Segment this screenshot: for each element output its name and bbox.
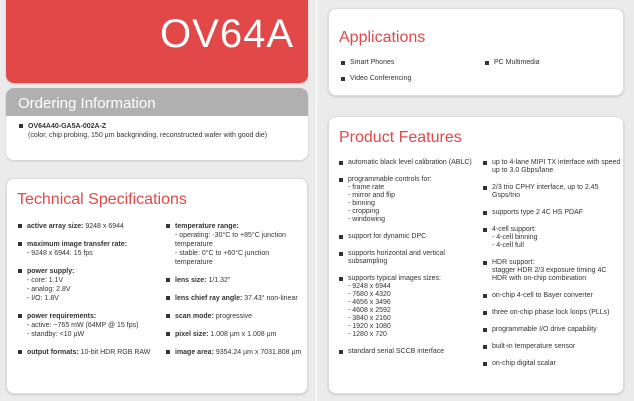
- part-number: OV64A40-GA5A-002A-Z: [28, 123, 107, 130]
- spec-item: [165, 348, 307, 357]
- ordering-item: [18, 122, 296, 140]
- feature-item: 4-cell support: - 4-cell binning - 4-cell full: [483, 226, 623, 250]
- feature-item: supports horizontal and vertical subsampling: [339, 250, 479, 266]
- spec-item: [17, 348, 163, 357]
- feature-list-right: [483, 159, 623, 377]
- feature-item: on-chip 4-cell to Bayer converter: [483, 292, 623, 300]
- spec-label: scan mode:: [175, 313, 214, 320]
- spec-value: 9248 x 6944: [83, 223, 124, 230]
- spec-item: [165, 330, 307, 339]
- title-banner: [6, 0, 308, 83]
- feature-item: supports typical images sizes: - 9248 x 6944 - 7680 x 4320 - 4656 x 3496 - 4608 x 2592 - 3840 x 2160 - 1920 x 1080 - 1280 x 720: [339, 275, 479, 339]
- spec-label: maximum image transfer rate:: [27, 241, 127, 248]
- spec-value: 1.008 µm x 1.008 µm: [208, 331, 277, 338]
- feature-item: supports type 2 4C HS PDAF: [483, 209, 623, 217]
- spec-item: [17, 267, 163, 303]
- feature-item: built-in temperature sensor: [483, 343, 623, 351]
- spec-label: lens chief ray angle:: [175, 295, 243, 302]
- application-item: Smart Phones: [341, 59, 394, 66]
- application-item: Video Conferencing: [341, 75, 411, 82]
- spec-label: pixel size:: [175, 331, 209, 338]
- spec-label: power requirements:: [27, 313, 97, 320]
- feature-item: on-chip digital scalar: [483, 360, 623, 368]
- feature-item: automatic black level calibration (ABLC): [339, 159, 479, 167]
- spec-list-right: [165, 222, 307, 366]
- spec-label: active array size:: [27, 223, 84, 230]
- spec-item: [165, 276, 307, 285]
- applications-heading: Applications: [339, 29, 426, 46]
- feature-item: up to 4-lane MIPI TX interface with speed up to 3.0 Gbps/lane: [483, 159, 623, 175]
- spec-sub-item: - active: ~765 mW (64MP @ 15 fps): [27, 322, 139, 329]
- feature-item: programmable controls for: - frame rate - mirror and flip - binning - cropping - windowing: [339, 176, 479, 224]
- spec-value: 37.43° non-linear: [242, 295, 298, 302]
- right-column: [316, 0, 634, 401]
- spec-item: [17, 222, 163, 231]
- spec-sub-item: - standby: <10 µW: [27, 331, 85, 338]
- spec-label: temperature range:: [175, 223, 239, 230]
- spec-list-left: [17, 222, 163, 366]
- product-features: [328, 116, 624, 394]
- tech-specs-heading: Technical Specifications: [17, 191, 187, 208]
- application-item: PC Multimedia: [485, 59, 540, 66]
- spec-sub-item: - operating: -30°C to +85°C junction temperature: [175, 232, 286, 248]
- ordering-information: [6, 88, 308, 160]
- spec-value: 10-bit HDR RGB RAW: [78, 349, 151, 356]
- spec-sub-item: - 9248 x 6944: 15 fps: [27, 250, 93, 257]
- spec-item: [165, 312, 307, 321]
- spec-value: 1/1.32": [206, 277, 231, 284]
- spec-value: 9354.24 µm x 7031.808 µm: [213, 349, 302, 356]
- feature-item: standard serial SCCB interface: [339, 348, 479, 356]
- feature-item: 2/3 trio CPHY interface, up to 2.45 Gsps/trio: [483, 184, 623, 200]
- left-column: [0, 0, 316, 401]
- spec-item: [165, 294, 307, 303]
- feature-item: three on-chip phase lock loops (PLLs): [483, 309, 623, 317]
- spec-sub-item: - stable: 0°C to +60°C junction temperature: [175, 250, 270, 266]
- spec-sub-item: - I/O: 1.8V: [27, 295, 59, 302]
- part-description: (color, chip probing, 150 µm backgrinding, reconstructed wafer with good die): [28, 132, 268, 139]
- feature-item: programmable I/O drive capability: [483, 326, 623, 334]
- spec-sub-item: - core: 1.1V: [27, 277, 64, 284]
- spec-label: output formats:: [27, 349, 79, 356]
- spec-item: [165, 222, 307, 267]
- product-title: OV64A: [160, 12, 294, 56]
- feature-item: HDR support: stagger HDR 2/3 exposure timing 4C HDR with on-chip combination: [483, 259, 623, 283]
- feature-item: support for dynamic DPC: [339, 233, 479, 241]
- ordering-heading: Ordering Information: [6, 88, 308, 116]
- spec-label: lens size:: [175, 277, 207, 284]
- spec-label: image area:: [175, 349, 214, 356]
- spec-label: power supply:: [27, 268, 75, 275]
- ordering-body: [6, 116, 308, 146]
- spec-item: [17, 240, 163, 258]
- applications: [328, 8, 624, 96]
- spec-item: [17, 312, 163, 339]
- spec-sub-item: - analog: 2.8V: [27, 286, 71, 293]
- technical-specifications: [6, 178, 308, 394]
- features-heading: Product Features: [339, 129, 462, 146]
- spec-value: progressive: [213, 313, 253, 320]
- feature-list-left: [339, 159, 479, 365]
